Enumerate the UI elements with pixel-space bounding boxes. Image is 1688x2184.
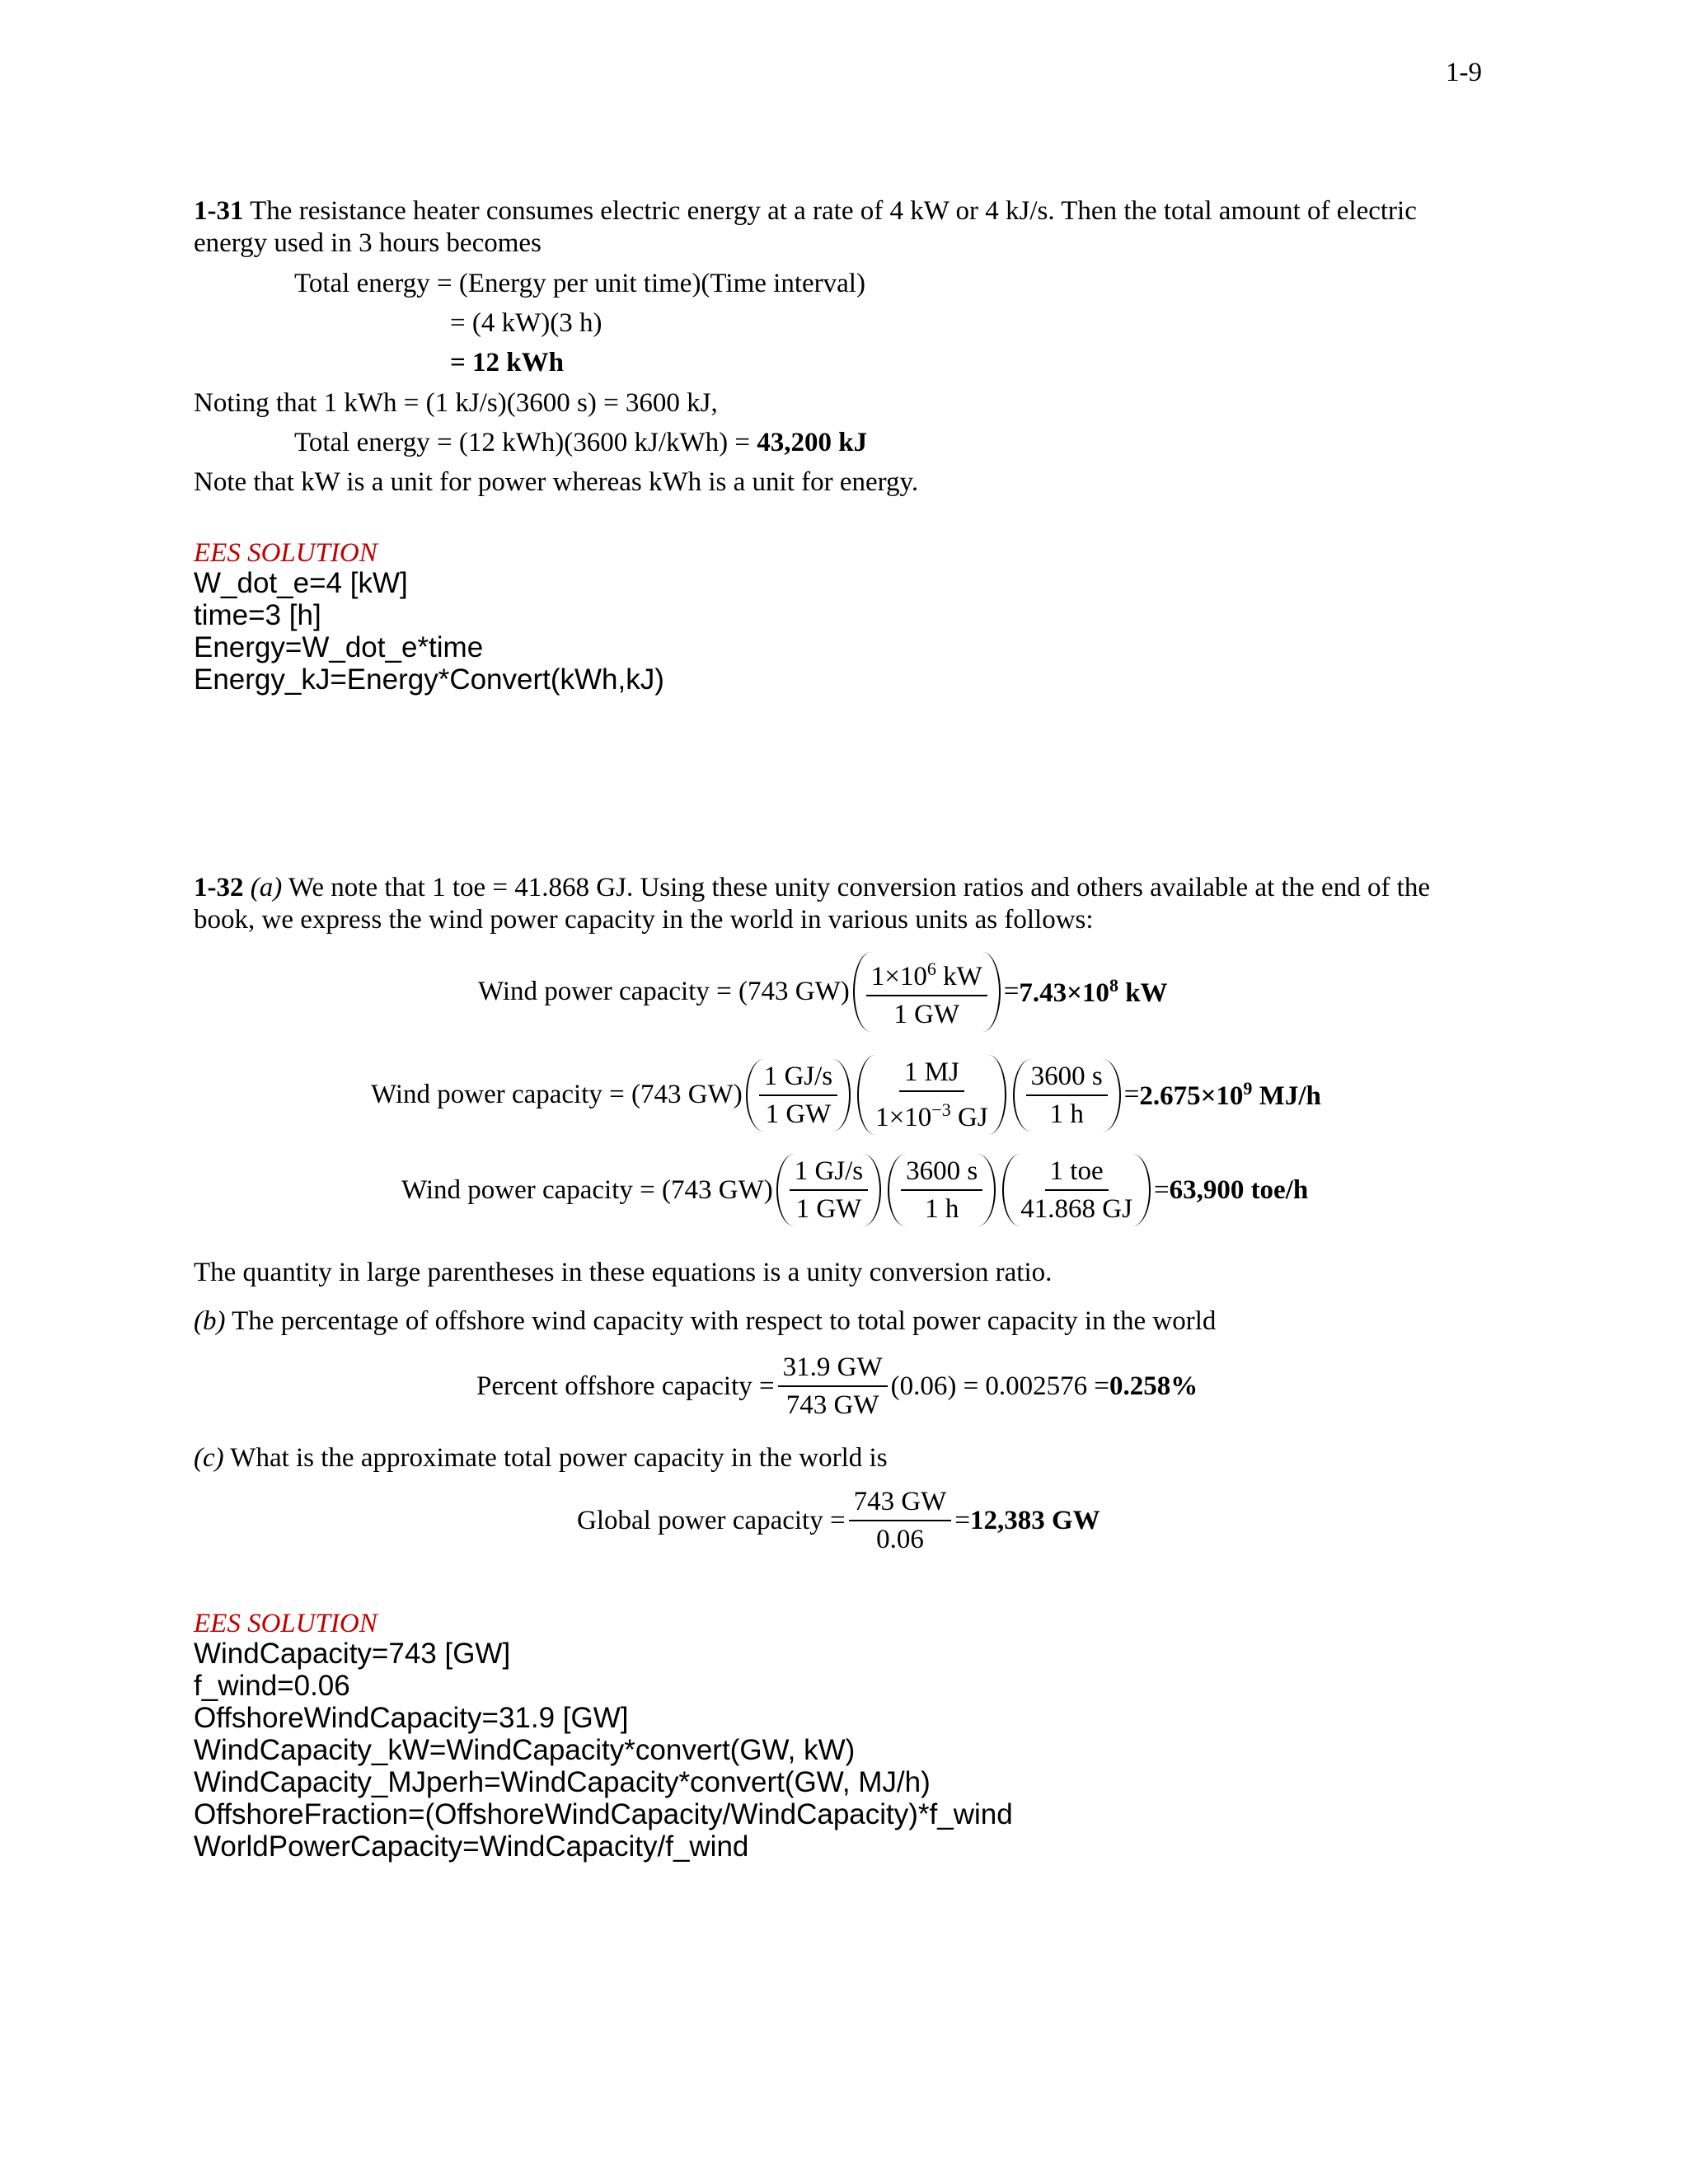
code-line: Energy=W_dot_e*time bbox=[194, 631, 484, 663]
conversion-ratio: $\frac{1 MJ}{1\times 10^{-3} GJ}$ bbox=[857, 1055, 1006, 1135]
p132-intro-b: book, we express the wind power capacity in the world in various units as follows: bbox=[194, 905, 1094, 935]
code-line: WorldPowerCapacity=WindCapacity/f_wind bbox=[194, 1830, 749, 1863]
p132-part-c-text: (c) What is the approximate total power capacity in the world is bbox=[194, 1443, 888, 1473]
p132-intro-line1: 1-32 (a) We note that 1 toe = 41.868 GJ. Using these unity conversion ratios and others available at the end of the bbox=[194, 873, 1431, 902]
wind-eq-toe: Wind power capacity = (743 GW) $\frac{1 GJ/s}{1 GW}$ $\frac{3600 s}{1 h}$ $\frac{\text{1 toe}}{41.868 GJ}$ = 63,900 toe/h bbox=[401, 1154, 1308, 1226]
code-line: OffshoreFraction=(OffshoreWindCapacity/WindCapacity)*f_wind bbox=[194, 1798, 1013, 1830]
code-line: Energy_kJ=Energy*Convert(kWh,kJ) bbox=[194, 663, 664, 696]
p132-part-a: (a) bbox=[250, 873, 283, 902]
result-global: 12,383 GW bbox=[969, 1505, 1100, 1535]
wind-eq-mjh: Wind power capacity = (743 GW) $\frac{1 GJ/s}{1 GW}$ $\frac{1 MJ}{1\times 10^{-3} GJ}$ $\frac{3600 s}{1 h}$ = $2.675\times 10^9$ MJ/h bbox=[371, 1055, 1321, 1135]
code-line: f_wind=0.06 bbox=[194, 1670, 350, 1702]
p131-eq4-result: 43,200 kJ bbox=[757, 428, 868, 457]
p131-noting: Noting that 1 kWh = (1 kJ/s)(3600 s) = 3600 kJ, bbox=[194, 388, 718, 418]
p131-intro-line1 bbox=[194, 194, 1417, 227]
conversion-ratio: $\frac{\text{1 toe}}{41.868 GJ}$ bbox=[1002, 1154, 1151, 1226]
conversion-ratio: $\frac{1\times 10^6 kW}{1 GW}$ bbox=[853, 952, 1001, 1032]
offshore-percent-eq: Percent offshore capacity = $\frac{31.9 GW}{743 GW}$ (0.06) = 0.002576 = 0.258% bbox=[476, 1352, 1198, 1420]
code-line: OffshoreWindCapacity=31.9 [GW] bbox=[194, 1702, 629, 1734]
result-mjh: $2.675\times 10^9$ MJ/h bbox=[1139, 1078, 1321, 1111]
conversion-ratio: $\frac{3600 s}{1 h}$ bbox=[1013, 1059, 1121, 1132]
p131-code-block bbox=[194, 567, 664, 696]
code-line: time=3 [h] bbox=[194, 599, 321, 631]
code-line: WindCapacity_MJperh=WindCapacity*convert(GW, MJ/h) bbox=[194, 1766, 931, 1798]
p131-number: 1-31 bbox=[194, 196, 244, 226]
conversion-ratio: $\frac{1 GJ/s}{1 GW}$ bbox=[746, 1059, 851, 1132]
code-line: WindCapacity=743 [GW] bbox=[194, 1638, 511, 1670]
p131-intro-b: energy used in 3 hours becomes bbox=[194, 228, 542, 258]
result-kw: $7.43\times 10^8$ kW bbox=[1019, 975, 1168, 1008]
p131-eq4: Total energy = (12 kWh)(3600 kJ/kWh) = 43,200 kJ bbox=[294, 428, 868, 457]
result-percent: 0.258% bbox=[1109, 1371, 1198, 1401]
p131-eq2: = (4 kW)(3 h) bbox=[450, 308, 603, 338]
page-number: 1-9 bbox=[1446, 58, 1482, 87]
p131-eq1: Total energy = (Energy per unit time)(Time interval) bbox=[294, 269, 865, 298]
p132-code-block bbox=[194, 1638, 1013, 1863]
p131-eq3: = 12 kWh bbox=[450, 348, 565, 377]
p131-intro-a: The resistance heater consumes electric energy at a rate of 4 kW or 4 kJ/s. Then the total amount of electric bbox=[243, 196, 1417, 226]
result-toe: 63,900 toe/h bbox=[1169, 1174, 1309, 1205]
p132-part-b-text: (b) The percentage of offshore wind capacity with respect to total power capacity in the world bbox=[194, 1306, 1217, 1336]
p131-ees-title: EES SOLUTION bbox=[194, 538, 377, 568]
p132-number: 1-32 bbox=[194, 873, 244, 902]
conversion-ratio: $\frac{3600 s}{1 h}$ bbox=[888, 1154, 996, 1226]
p132-quantity-note: The quantity in large parentheses in these equations is a unity conversion ratio. bbox=[194, 1258, 1053, 1287]
p131-note: Note that kW is a unit for power whereas kWh is a unit for energy. bbox=[194, 467, 919, 497]
code-line: W_dot_e=4 [kW] bbox=[194, 567, 408, 599]
global-capacity-eq: Global power capacity = $\frac{743 GW}{0.06}$ = 12,383 GW bbox=[577, 1487, 1100, 1554]
code-line: WindCapacity_kW=WindCapacity*convert(GW, kW) bbox=[194, 1734, 856, 1766]
conversion-ratio: $\frac{1 GJ/s}{1 GW}$ bbox=[776, 1154, 881, 1226]
p132-ees-title: EES SOLUTION bbox=[194, 1609, 377, 1638]
wind-eq-kw: Wind power capacity = (743 GW) $\frac{1\times 10^6 kW}{1 GW}$ = $7.43\times 10^8$ kW bbox=[478, 952, 1168, 1032]
